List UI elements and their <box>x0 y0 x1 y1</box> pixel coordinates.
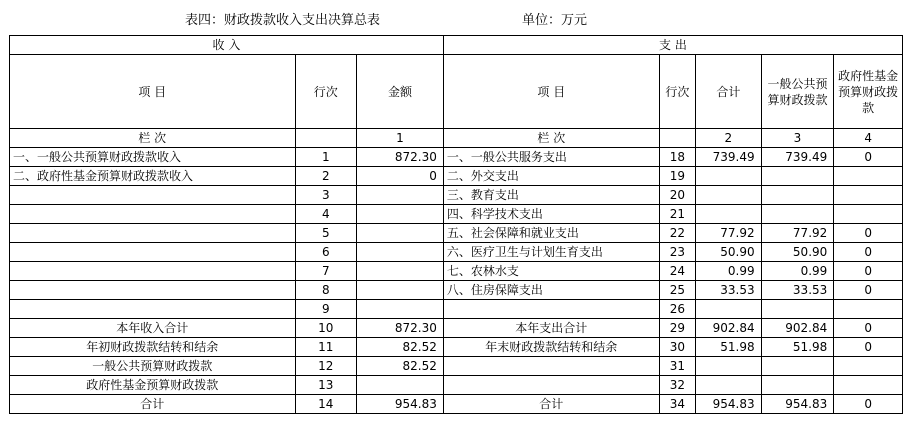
fund-budget-cell <box>834 300 903 319</box>
expense-rowno-cell: 22 <box>659 224 695 243</box>
table-row <box>10 357 903 376</box>
table-row <box>10 395 903 414</box>
table-row <box>10 243 903 262</box>
empty-cell <box>659 129 695 148</box>
income-item-cell <box>10 281 296 300</box>
expense-rowno-cell: 32 <box>659 376 695 395</box>
expense-rowno-cell: 34 <box>659 395 695 414</box>
table-row <box>10 262 903 281</box>
income-amount-header: 金额 <box>357 55 444 129</box>
expense-item-cell: 五、社会保障和就业支出 <box>443 224 659 243</box>
income-amount-cell: 0 <box>357 167 444 186</box>
income-rowno-cell: 12 <box>295 357 357 376</box>
table-row <box>10 281 903 300</box>
general-budget-cell: 77.92 <box>761 224 834 243</box>
expense-item-cell <box>443 376 659 395</box>
expense-rowno-cell: 25 <box>659 281 695 300</box>
income-rowno-cell: 3 <box>295 186 357 205</box>
fund-budget-cell <box>834 357 903 376</box>
budget-table <box>9 35 903 414</box>
expense-item-cell: 四、科学技术支出 <box>443 205 659 224</box>
income-rowno-cell: 8 <box>295 281 357 300</box>
expense-header: 支 出 <box>443 36 902 55</box>
table-row <box>10 148 903 167</box>
general-budget-cell: 33.53 <box>761 281 834 300</box>
expense-rowno-cell: 31 <box>659 357 695 376</box>
fund-budget-cell: 0 <box>834 319 903 338</box>
income-amount-cell: 82.52 <box>357 357 444 376</box>
income-amount-cell <box>357 300 444 319</box>
table-row <box>10 224 903 243</box>
general-budget-cell: 902.84 <box>761 319 834 338</box>
expense-item-cell: 年末财政拨款结转和结余 <box>443 338 659 357</box>
expense-rowno-cell: 30 <box>659 338 695 357</box>
general-budget-cell <box>761 376 834 395</box>
income-amount-cell <box>357 243 444 262</box>
table-row <box>10 376 903 395</box>
expense-rowno-cell: 29 <box>659 319 695 338</box>
income-item-header: 项 目 <box>10 55 296 129</box>
income-item-cell <box>10 262 296 281</box>
table-row <box>10 186 903 205</box>
col-number-1: 1 <box>357 129 444 148</box>
total-cell <box>696 205 762 224</box>
report-title: 表四：财政拨款收入支出决算总表 <box>185 13 381 28</box>
table-row <box>10 167 903 186</box>
income-amount-cell <box>357 205 444 224</box>
general-budget-cell <box>761 357 834 376</box>
expense-rowno-cell: 21 <box>659 205 695 224</box>
income-amount-cell: 82.52 <box>357 338 444 357</box>
fund-budget-cell: 0 <box>834 338 903 357</box>
income-rowno-cell: 7 <box>295 262 357 281</box>
income-rowno-cell: 5 <box>295 224 357 243</box>
expense-rowno-cell: 23 <box>659 243 695 262</box>
general-budget-cell: 0.99 <box>761 262 834 281</box>
income-item-cell <box>10 224 296 243</box>
expense-item-cell: 三、教育支出 <box>443 186 659 205</box>
income-amount-cell <box>357 262 444 281</box>
general-budget-cell: 739.49 <box>761 148 834 167</box>
general-budget-cell <box>761 300 834 319</box>
income-lanci-label: 栏 次 <box>10 129 296 148</box>
total-cell <box>696 357 762 376</box>
total-cell: 51.98 <box>696 338 762 357</box>
table-row <box>10 319 903 338</box>
expense-rowno-cell: 26 <box>659 300 695 319</box>
income-rowno-cell: 10 <box>295 319 357 338</box>
expense-item-cell <box>443 357 659 376</box>
expense-item-cell: 七、农林水支 <box>443 262 659 281</box>
income-item-cell: 合计 <box>10 395 296 414</box>
income-rowno-cell: 2 <box>295 167 357 186</box>
general-budget-cell <box>761 186 834 205</box>
expense-rowno-cell: 18 <box>659 148 695 167</box>
income-item-cell <box>10 243 296 262</box>
fund-budget-cell: 0 <box>834 148 903 167</box>
income-amount-cell <box>357 376 444 395</box>
total-cell: 739.49 <box>696 148 762 167</box>
empty-cell <box>295 129 357 148</box>
income-header: 收 入 <box>10 36 444 55</box>
fund-budget-cell: 0 <box>834 243 903 262</box>
income-rowno-cell: 1 <box>295 148 357 167</box>
income-rowno-cell: 11 <box>295 338 357 357</box>
fund-budget-cell: 0 <box>834 281 903 300</box>
col-number-2: 2 <box>696 129 762 148</box>
total-header: 合计 <box>696 55 762 129</box>
table-row <box>10 300 903 319</box>
expense-item-cell: 合计 <box>443 395 659 414</box>
expense-item-cell: 六、医疗卫生与计划生育支出 <box>443 243 659 262</box>
table-row <box>10 338 903 357</box>
total-cell: 33.53 <box>696 281 762 300</box>
expense-lanci-label: 栏 次 <box>443 129 659 148</box>
unit-label: 单位：万元 <box>522 13 588 28</box>
income-item-cell: 一、一般公共预算财政拨款收入 <box>10 148 296 167</box>
income-rowno-cell: 4 <box>295 205 357 224</box>
income-item-cell: 政府性基金预算财政拨款 <box>10 376 296 395</box>
income-item-cell: 年初财政拨款结转和结余 <box>10 338 296 357</box>
income-amount-cell <box>357 224 444 243</box>
fund-budget-cell: 0 <box>834 395 903 414</box>
expense-item-cell: 一、一般公共服务支出 <box>443 148 659 167</box>
income-rowno-cell: 13 <box>295 376 357 395</box>
total-cell <box>696 167 762 186</box>
total-cell: 902.84 <box>696 319 762 338</box>
income-amount-cell <box>357 281 444 300</box>
income-amount-cell: 872.30 <box>357 148 444 167</box>
total-cell: 77.92 <box>696 224 762 243</box>
fund-budget-header: 政府性基金预算财政拨款 <box>834 55 903 129</box>
total-cell <box>696 300 762 319</box>
income-item-cell: 本年收入合计 <box>10 319 296 338</box>
expense-item-cell: 八、住房保障支出 <box>443 281 659 300</box>
total-cell: 954.83 <box>696 395 762 414</box>
col-number-3: 3 <box>761 129 834 148</box>
general-budget-header: 一般公共预算财政拨款 <box>761 55 834 129</box>
general-budget-cell <box>761 167 834 186</box>
total-cell <box>696 376 762 395</box>
fund-budget-cell <box>834 205 903 224</box>
col-number-4: 4 <box>834 129 903 148</box>
total-cell: 0.99 <box>696 262 762 281</box>
income-item-cell <box>10 205 296 224</box>
fund-budget-cell <box>834 167 903 186</box>
expense-rowno-header: 行次 <box>659 55 695 129</box>
income-amount-cell <box>357 186 444 205</box>
expense-item-cell: 二、外交支出 <box>443 167 659 186</box>
general-budget-cell: 51.98 <box>761 338 834 357</box>
expense-rowno-cell: 24 <box>659 262 695 281</box>
expense-item-header: 项 目 <box>443 55 659 129</box>
general-budget-cell: 50.90 <box>761 243 834 262</box>
income-rowno-cell: 6 <box>295 243 357 262</box>
expense-item-cell <box>443 300 659 319</box>
fund-budget-cell <box>834 186 903 205</box>
income-item-cell: 二、政府性基金预算财政拨款收入 <box>10 167 296 186</box>
total-cell: 50.90 <box>696 243 762 262</box>
general-budget-cell <box>761 205 834 224</box>
income-amount-cell: 872.30 <box>357 319 444 338</box>
general-budget-cell: 954.83 <box>761 395 834 414</box>
expense-rowno-cell: 20 <box>659 186 695 205</box>
income-rowno-cell: 14 <box>295 395 357 414</box>
expense-item-cell: 本年支出合计 <box>443 319 659 338</box>
income-rowno-header: 行次 <box>295 55 357 129</box>
income-item-cell: 一般公共预算财政拨款 <box>10 357 296 376</box>
total-cell <box>696 186 762 205</box>
fund-budget-cell <box>834 376 903 395</box>
income-item-cell <box>10 186 296 205</box>
income-rowno-cell: 9 <box>295 300 357 319</box>
income-item-cell <box>10 300 296 319</box>
income-amount-cell: 954.83 <box>357 395 444 414</box>
expense-rowno-cell: 19 <box>659 167 695 186</box>
fund-budget-cell: 0 <box>834 262 903 281</box>
fund-budget-cell: 0 <box>834 224 903 243</box>
table-row <box>10 205 903 224</box>
